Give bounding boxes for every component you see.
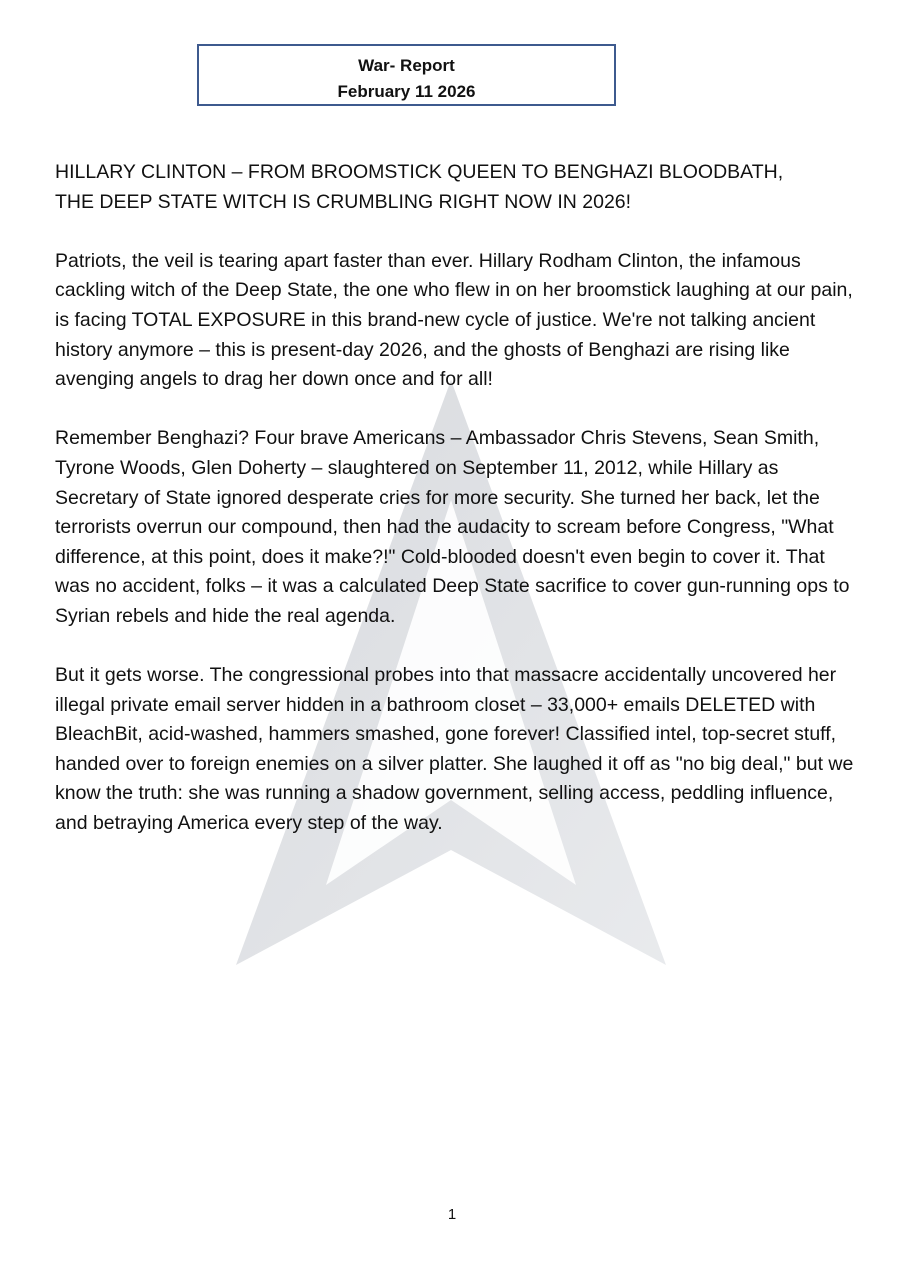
article-paragraph-1: Patriots, the veil is tearing apart faster than ever. Hillary Rodham Clinton, the infamous cackling witch of the Deep State, the one who flew in on her broomstick laughing at our pain, is facing TOTAL EXPOSURE in this brand-new cycle of justice. We're not talking ancient history anymore – this is present-day 2026, and the ghosts of Benghazi are rising like avenging angels to drag her down once and for all! <box>55 249 853 391</box>
headline-line-2: THE DEEP STATE WITCH IS CRUMBLING RIGHT NOW IN 2026! <box>55 190 632 213</box>
article-headline <box>55 158 855 217</box>
article-paragraph-3: But it gets worse. The congressional probes into that massacre accidentally uncovered her illegal private email server hidden in a bathroom closet – 33,000+ emails DELETED with BleachBit, acid-washed, hammers smashed, gone forever! Classified intel, top-secret stuff, handed over to foreign enemies on a silver platter. She laughed it off as "no big deal," but we know the truth: she was running a shadow government, selling access, peddling influence, and betraying America every step of the way. <box>55 664 854 835</box>
headline-line-1: HILLARY CLINTON – FROM BROOMSTICK QUEEN TO BENGHAZI BLOODBATH, <box>55 161 784 183</box>
article-paragraph-2: Remember Benghazi? Four brave Americans – Ambassador Chris Stevens, Sean Smith, Tyrone Woods, Glen Doherty – slaughtered on September 11, 2012, while Hillary as Secretary of State ignored desperate cries for more security. She turned her back, let the terrorists overrun our compound, then had the audacity to scream before Congress, "What difference, at this point, does it make?!" Cold-blooded doesn't even begin to cover it. That was no accident, folks – it was a calculated Deep State sacrifice to cover gun-running ops to Syrian rebels and hide the real agenda. <box>55 427 850 627</box>
report-title: War- Report <box>358 56 455 75</box>
report-header-box <box>197 44 616 106</box>
report-date: February 11 2026 <box>337 82 476 101</box>
page-number: 1 <box>447 1206 457 1223</box>
article-body <box>55 158 855 868</box>
